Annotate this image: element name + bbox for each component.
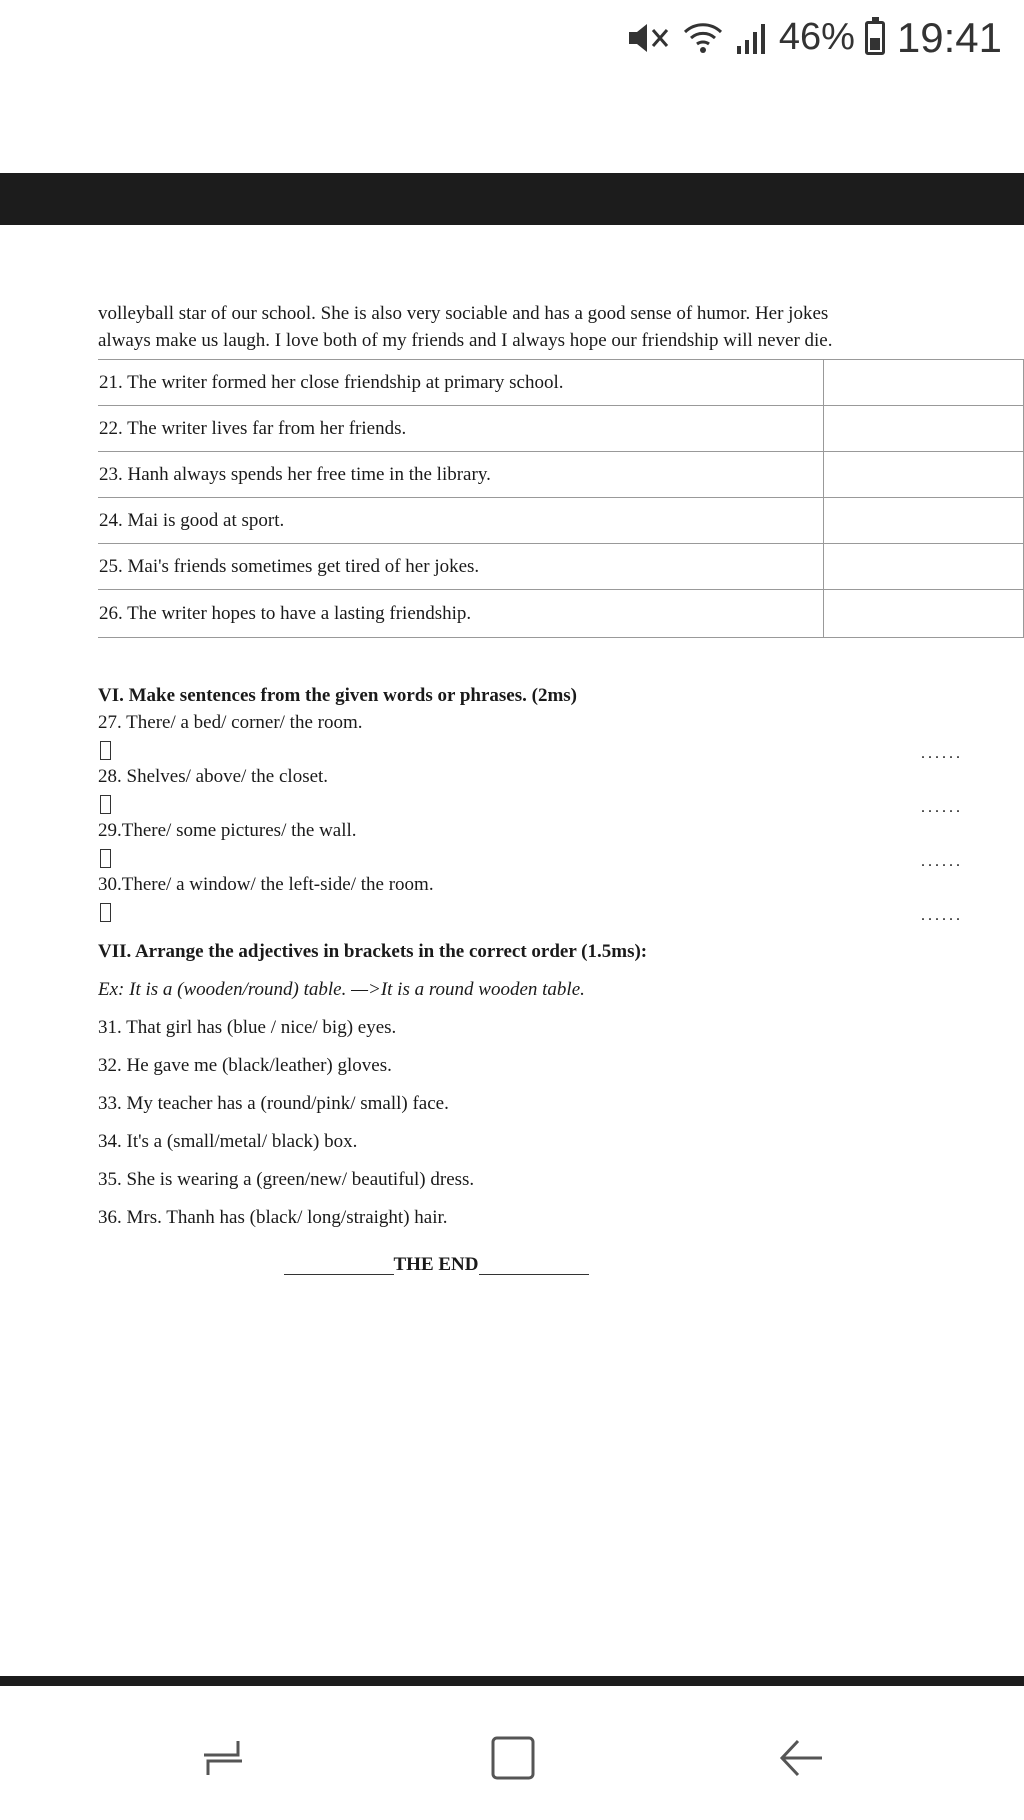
mute-icon <box>625 20 671 56</box>
section6-heading: VI. Make sentences from the given words or phrases. (2ms) <box>98 685 577 706</box>
home-button[interactable] <box>483 1728 543 1788</box>
the-end-text: THE END <box>393 1254 479 1275</box>
table-row <box>98 406 1024 452</box>
statement-cell: 21. The writer formed her close friendship at primary school. <box>98 360 823 406</box>
answer-dots: ...... <box>921 853 963 870</box>
status-bar <box>0 0 1024 75</box>
paragraph-line-2: always make us laugh. I love both of my friends and I always hope our friendship will never die. <box>98 330 833 351</box>
table-row <box>98 498 1024 544</box>
statement-cell: 23. Hanh always spends her free time in the library. <box>98 452 823 498</box>
statement-cell: 22. The writer lives far from her friends. <box>98 406 823 452</box>
answer-cell <box>823 406 1023 452</box>
table-row <box>98 590 1024 638</box>
navigation-bar <box>0 1686 1024 1820</box>
answer-dots: ...... <box>921 745 963 762</box>
adjective-item: 36. Mrs. Thanh has (black/ long/straight) hair. <box>98 1207 448 1228</box>
answer-cell <box>823 452 1023 498</box>
back-icon <box>776 1733 826 1783</box>
document-bottom-band <box>0 1676 1024 1686</box>
adjective-item: 32. He gave me (black/leather) gloves. <box>98 1055 392 1076</box>
checkbox-glyph <box>100 795 111 814</box>
answer-cell <box>823 590 1023 638</box>
statement-cell: 25. Mai's friends sometimes get tired of her jokes. <box>98 544 823 590</box>
checkbox-glyph <box>100 903 111 922</box>
answer-cell <box>823 360 1023 406</box>
paragraph-line-1: volleyball star of our school. She is also very sociable and has a good sense of humor. Her jokes <box>98 303 829 324</box>
signal-icon <box>735 20 769 56</box>
sentence-item: 29.There/ some pictures/ the wall. <box>98 820 357 841</box>
battery-icon <box>865 21 885 55</box>
answer-dots: ...... <box>921 907 963 924</box>
clock: 19:41 <box>896 13 1002 61</box>
answer-line <box>98 898 1024 925</box>
answer-cell <box>823 498 1023 544</box>
answer-line <box>98 790 1024 817</box>
adjective-item: 35. She is wearing a (green/new/ beautiful) dress. <box>98 1169 475 1190</box>
answer-line <box>98 844 1024 871</box>
document-page <box>98 300 1024 1278</box>
statement-cell: 26. The writer hopes to have a lasting friendship. <box>98 590 823 638</box>
back-button[interactable] <box>771 1728 831 1788</box>
battery-percent: 46% <box>778 16 855 58</box>
sentence-item: 27. There/ a bed/ corner/ the room. <box>98 712 363 733</box>
home-icon <box>488 1733 538 1783</box>
adjective-item: 33. My teacher has a (round/pink/ small) face. <box>98 1093 449 1114</box>
checkbox-glyph <box>100 849 111 868</box>
adjective-item: 31. That girl has (blue / nice/ big) eyes. <box>98 1017 397 1038</box>
answer-cell <box>823 544 1023 590</box>
section7-heading: VII. Arrange the adjectives in brackets in the correct order (1.5ms): <box>98 941 648 962</box>
wifi-icon <box>681 20 725 56</box>
statement-cell: 24. Mai is good at sport. <box>98 498 823 544</box>
the-end-footer <box>98 1251 774 1278</box>
underline-right <box>479 1256 589 1275</box>
sentence-item: 28. Shelves/ above/ the closet. <box>98 766 329 787</box>
checkbox-glyph <box>100 741 111 760</box>
recent-apps-icon <box>198 1733 248 1783</box>
adjective-item: 34. It's a (small/metal/ black) box. <box>98 1131 358 1152</box>
true-false-table <box>98 359 1024 638</box>
underline-left <box>284 1256 394 1275</box>
recent-apps-button[interactable] <box>193 1728 253 1788</box>
answer-line <box>98 736 1024 763</box>
table-row <box>98 544 1024 590</box>
table-row <box>98 452 1024 498</box>
document-top-band <box>0 173 1024 225</box>
sentence-item: 30.There/ a window/ the left-side/ the room. <box>98 874 434 895</box>
table-row <box>98 360 1024 406</box>
answer-dots: ...... <box>921 799 963 816</box>
example-line: Ex: It is a (wooden/round) table. —>It is a round wooden table. <box>98 979 585 1000</box>
